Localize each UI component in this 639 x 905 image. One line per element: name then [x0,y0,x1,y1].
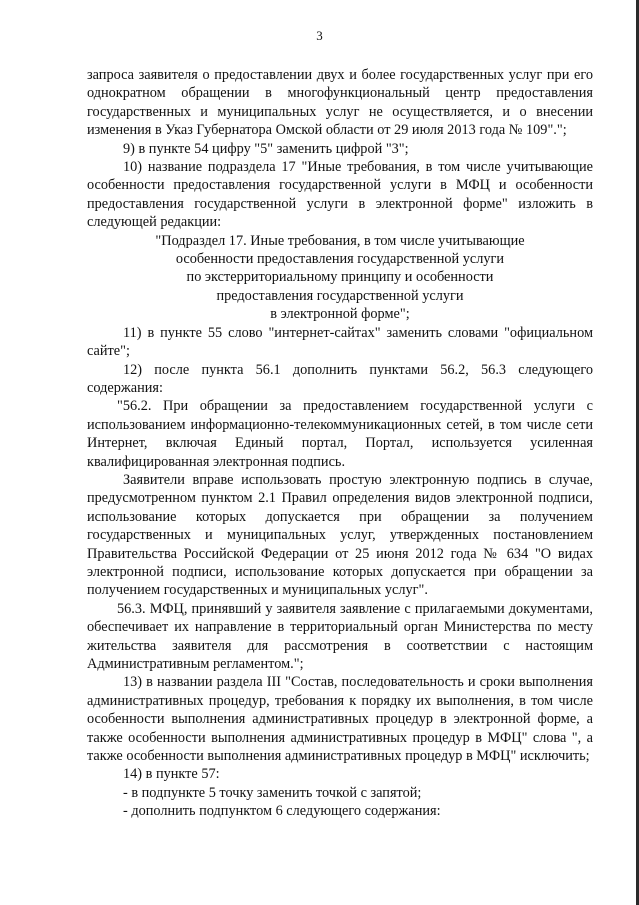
paragraph-simple-signature: Заявители вправе использовать простую электронную подпись в случае, предусмотренном пунктом 2.1 Правил определения видов электронной подписи, использование которых допускается при обращении за получением государственных и муниципальных услуг, утвержденных постановлением Правительства Российской Федерации от 25 июня 2012 года № 634 "О видах электронной подписи, использование которых допускается при обращении за получением государственных и муниципальных услуг". [87,471,593,599]
heading-line: предоставления государственной услуги [216,287,464,304]
paragraph-item-11: 11) в пункте 55 слово "интернет-сайтах" заменить словами "официальном сайте"; [87,324,593,360]
page-number: 3 [316,28,323,43]
paragraph-continuation: запроса заявителя о предоставлении двух и более государственных услуг при его однократном обращении в многофункциональный центр предоставления государственных и муниципальных услуг не осуществляется, и о внесении изменения в Указ Губернатора Омской области от 29 июля 2013 года № 109"."; [87,67,593,139]
heading-line: особенности предоставления государственной услуги [175,251,505,268]
list-item-subpoint-6: - дополнить подпунктом 6 следующего содержания: [123,803,441,820]
paragraph-item-9: 9) в пункте 54 цифру "5" заменить цифрой "3"; [123,140,409,157]
heading-line: "Подраздел 17. Иные требования, в том числе учитывающие [155,232,525,249]
heading-line: по экстерриториальному принципу и особенности [186,269,494,286]
list-item-subpoint-5: - в подпункте 5 точку заменить точкой с запятой; [123,784,422,801]
heading-line: в электронной форме"; [270,306,410,323]
paragraph-item-14: 14) в пункте 57: [123,766,220,783]
subsection-heading [87,232,593,324]
document-body [87,66,593,821]
paragraph-item-12: 12) после пункта 56.1 дополнить пунктами 56.2, 56.3 следующего содержания: [87,361,593,396]
paragraph-item-13: 13) в названии раздела III "Состав, последовательность и сроки выполнения административных процедур, требования к порядку их выполнения, в том числе особенности выполнения административных процедур в электронной форме, а также особенности выполнения административных процедур в МФЦ" слова ", а также особенности выполнения административных процедур в МФЦ" исключить; [87,674,593,765]
paragraph-56-3: 56.3. МФЦ, принявший у заявителя заявление с прилагаемыми документами, обеспечивает их направление в территориальный орган Министерства по месту жительства заявителя для рассмотрения в соответствии с настоящим Административным регламентом."; [87,600,593,672]
paragraph-item-10: 10) название подраздела 17 "Иные требования, в том числе учитывающие особенности предоставления государственной услуги в МФЦ и особенности предоставления государственной услуги в электронной форме" изложить в следующей редакции: [87,159,593,231]
paragraph-56-2: "56.2. При обращении за предоставлением государственной услуги с использованием информационно-телекоммуникационных сетей, в том числе сети Интернет, включая Единый портал, Портал, используется усиленная квалифицированная электронная подпись. [87,398,593,470]
